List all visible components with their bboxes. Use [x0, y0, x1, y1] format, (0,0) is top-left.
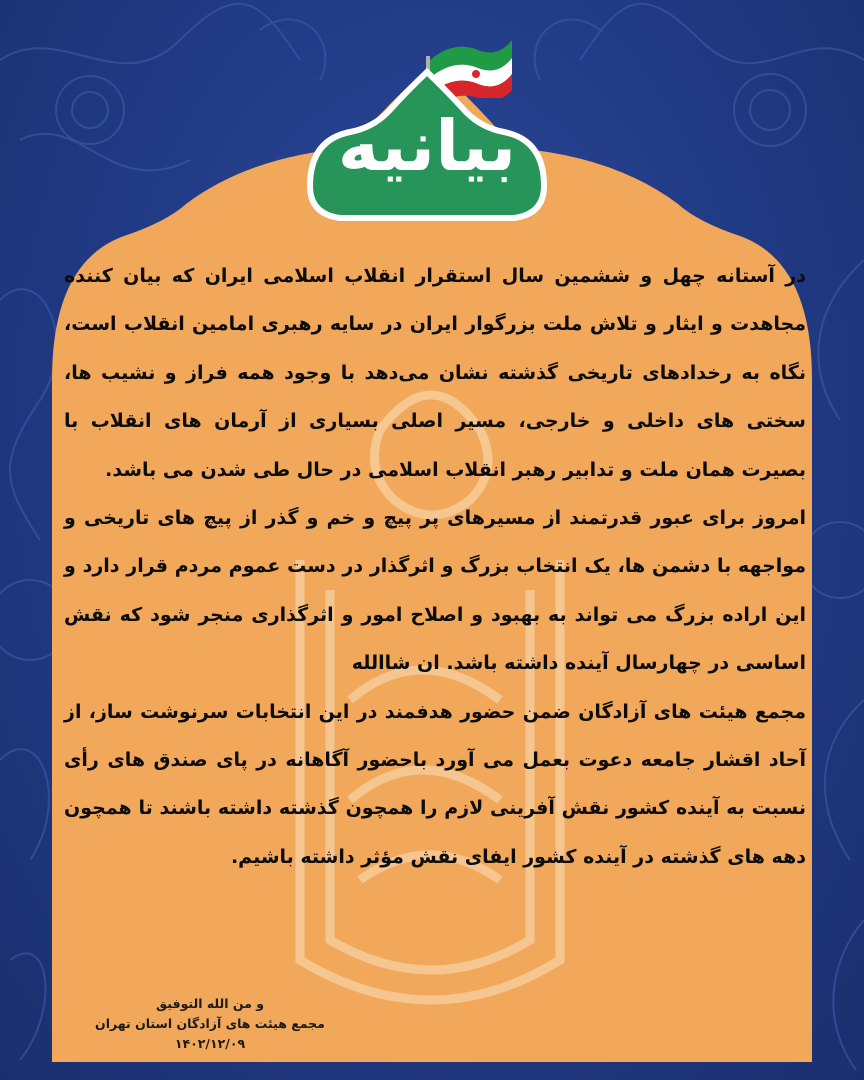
- statement-date: ۱۴۰۲/۱۲/۰۹: [174, 1036, 246, 1051]
- closing-phrase: و من الله التوفیق: [156, 996, 264, 1011]
- paragraph: مجمع هیئت های آزادگان ضمن حضور هدفمند در این انتخابات سرنوشت ساز، از آحاد اقشار جامعه دعوت بعمل می آورد باحضور آگاهانه در پای صندق های رأی نسبت به آینده کشور نقش آفرینی لازم را همچون گذشته داشته باشند تا همچون دهه های گذشته در آینده کشور ایفای نقش مؤثر داشته باشیم.: [64, 700, 806, 868]
- organization-name: مجمع هیئت های آزادگان استان تهران: [95, 1016, 325, 1031]
- paragraph: امروز برای عبور قدرتمند از مسیرهای پر پیچ و خم و گذر از پیچ های تاریخی و مواجهه با دشمن ها، یک انتخاب بزرگ و اثرگذار در دست عموم مردم قرار دارد و این اراده بزرگ می تواند به بهبود و اصلاح امور و اثرگذاری منجر شود که نقش اساسی در چهارسال آینده داشته باشد. ان شاالله: [64, 507, 806, 675]
- statement-body: [64, 252, 806, 1028]
- title: بیانیه: [337, 105, 517, 187]
- signature-block: [60, 994, 360, 1054]
- paragraph: در آستانه چهل و ششمین سال استقرار انقلاب اسلامی ایران که بیان کننده مجاهدت و ایثار و تلاش ملت بزرگوار ایران در سایه رهبری امامین انقلاب است، نگاه به رخدادهای تاریخی گذشته نشان می‌دهد با وجود همه فراز و نشیب ها، سختی های داخلی و خارجی، مسیر اصلی بسیاری از آرمان های انقلاب با بصیرت همان ملت و تدابیر رهبر انقلاب اسلامی در حال طی شدن می باشد.: [64, 265, 806, 481]
